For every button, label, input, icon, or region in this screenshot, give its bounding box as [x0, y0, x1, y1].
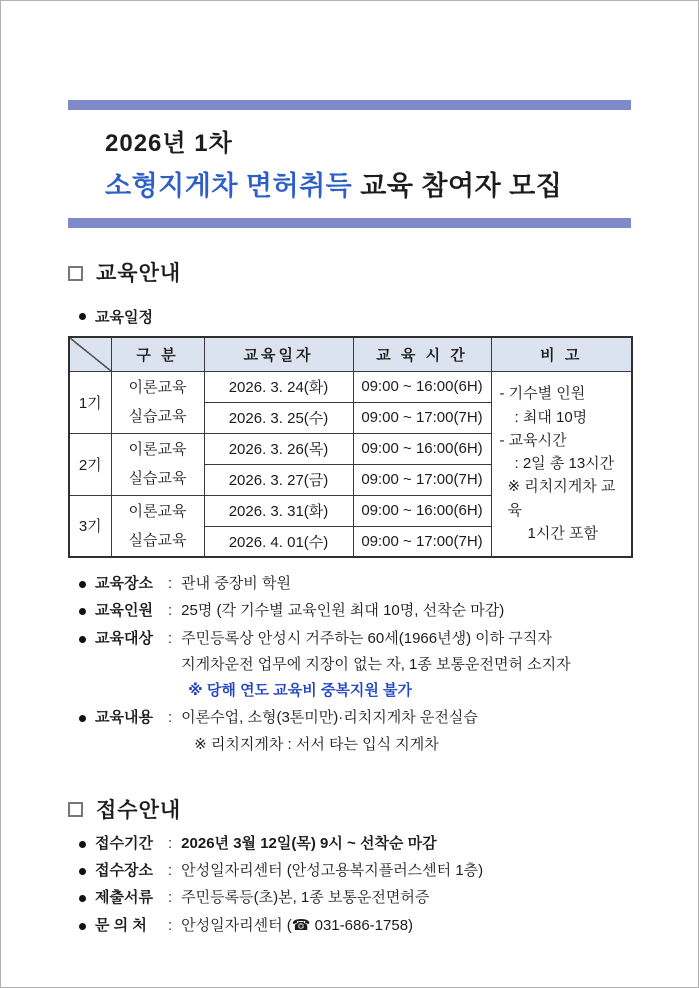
item-value [181, 626, 570, 705]
header-date: 교육일자 [204, 337, 353, 371]
table-header-row [69, 337, 632, 371]
title-line2 [105, 164, 631, 203]
type-theory: 이론교육 [128, 502, 187, 520]
title-block [68, 123, 631, 203]
type-practice: 실습교육 [128, 531, 187, 549]
group-label-1: 1기 [69, 371, 111, 433]
item-colon: : [168, 916, 173, 934]
item-value-line: 지게차운전 업무에 지장이 없는 자, 1종 보통운전면허 소지자 [181, 655, 571, 673]
remark-cell [491, 371, 632, 557]
item-colon: : [168, 629, 173, 647]
dot-bullet-icon [79, 841, 86, 848]
list-item [68, 858, 631, 884]
group-label-3: 3기 [69, 495, 111, 557]
dot-bullet-icon [79, 636, 86, 643]
list-item [68, 571, 631, 597]
schedule-table [68, 336, 633, 558]
item-value: 안성일자리센터 (☎ 031-686-1758) [181, 916, 414, 934]
item-label: 교육대상 [95, 629, 153, 647]
item-colon: : [168, 862, 173, 879]
time-cell: 09:00 ~ 17:00(7H) [353, 526, 491, 557]
date-cell: 2026. 3. 24(화) [204, 371, 353, 402]
time-cell: 09:00 ~ 16:00(6H) [353, 433, 491, 464]
item-label: 문 의 처 [95, 916, 147, 934]
schedule-label: 교육일정 [95, 309, 153, 326]
item-colon: : [168, 575, 173, 592]
type-theory: 이론교육 [128, 441, 187, 458]
item-label: 교육인원 [95, 602, 153, 620]
dot-bullet-icon [79, 895, 86, 902]
application-items [68, 831, 631, 939]
item-label: 교육내용 [95, 709, 153, 727]
group-label-2: 2기 [69, 433, 111, 495]
remark-line: - 교육시간 [499, 431, 567, 449]
dot-bullet-icon [79, 581, 86, 588]
remark-line: : 2일 총 13시간 [514, 455, 615, 473]
remark-line: 1시간 포함 [527, 524, 598, 542]
date-cell: 2026. 4. 01(수) [204, 526, 353, 557]
item-value: 안성일자리센터 (안성고용복지플러스센터 1층) [181, 862, 484, 879]
education-section-heading [68, 257, 631, 287]
remark-line: ※ 리치지게차 교육 [507, 478, 616, 519]
time-cell: 09:00 ~ 17:00(7H) [353, 402, 491, 433]
square-bullet-icon [68, 802, 83, 817]
item-colon: : [168, 709, 173, 727]
application-section-heading [68, 794, 631, 824]
header-time: 교 육 시 간 [353, 337, 491, 371]
list-item [68, 913, 631, 939]
type-practice: 실습교육 [128, 408, 187, 425]
date-cell: 2026. 3. 26(목) [204, 433, 353, 464]
group-types-1 [111, 371, 204, 433]
remark-line: - 기수별 인원 [499, 385, 586, 403]
title-bottom-bar [68, 218, 631, 228]
square-bullet-icon [68, 266, 83, 281]
dot-bullet-icon [79, 923, 86, 930]
item-value [181, 705, 478, 758]
application-heading-label: 접수안내 [96, 798, 182, 822]
group-types-3 [111, 495, 204, 557]
dot-bullet-icon [79, 313, 86, 320]
title-top-bar [68, 100, 631, 110]
group-types-2 [111, 433, 204, 495]
title-line1: 2026년 1차 [105, 130, 233, 157]
item-label: 접수장소 [95, 862, 153, 879]
date-cell: 2026. 3. 27(금) [204, 464, 353, 495]
item-colon: : [168, 834, 173, 852]
list-item [68, 598, 631, 624]
page-content [1, 100, 698, 939]
header-remark: 비 고 [491, 337, 632, 371]
remark-line: : 최대 10명 [514, 408, 588, 426]
corner-diagonal-cell [69, 337, 111, 371]
date-cell: 2026. 3. 31(화) [204, 495, 353, 526]
item-label: 교육장소 [95, 575, 153, 592]
education-heading-label: 교육안내 [96, 262, 182, 285]
item-label: 제출서류 [95, 889, 153, 907]
time-cell: 09:00 ~ 17:00(7H) [353, 464, 491, 495]
list-item [68, 885, 631, 911]
type-theory: 이론교육 [128, 379, 187, 396]
item-colon: : [168, 602, 173, 620]
list-item [68, 831, 631, 857]
item-label: 접수기간 [95, 834, 153, 852]
date-cell: 2026. 3. 25(수) [204, 402, 353, 433]
item-value-line: 이론수업, 소형(3톤미만)·리치지게차 운전실습 [181, 709, 478, 727]
table-row [69, 371, 632, 402]
item-value-line: 주민등록상 안성시 거주하는 60세(1966년생) 이하 구직자 [181, 629, 552, 647]
item-value: 주민등록등(초)본, 1종 보통운전면허증 [181, 889, 430, 907]
schedule-subheading [79, 306, 631, 327]
item-value: 관내 중장비 학원 [181, 575, 291, 592]
time-cell: 09:00 ~ 16:00(6H) [353, 495, 491, 526]
header-category: 구 분 [111, 337, 204, 371]
education-items [68, 571, 631, 758]
type-practice: 실습교육 [128, 470, 187, 487]
item-value: 2026년 3월 12일(목) 9시 ~ 선착순 마감 [181, 834, 437, 852]
list-item [68, 626, 631, 705]
dot-bullet-icon [79, 868, 86, 875]
time-cell: 09:00 ~ 16:00(6H) [353, 371, 491, 402]
title-rest: 교육 참여자 모집 [352, 171, 563, 201]
dot-bullet-icon [79, 608, 86, 615]
reach-forklift-note: ※ 리치지게차 : 서서 타는 입식 지게차 [194, 735, 439, 753]
item-colon: : [168, 889, 173, 907]
duplicate-support-note: ※ 당해 연도 교육비 중복지원 불가 [188, 682, 412, 699]
item-value: 25명 (각 기수별 교육인원 최대 10명, 선착순 마감) [181, 602, 505, 620]
dot-bullet-icon [79, 715, 86, 722]
title-highlight: 소형지게차 면허취득 [105, 171, 353, 201]
list-item [68, 705, 631, 758]
